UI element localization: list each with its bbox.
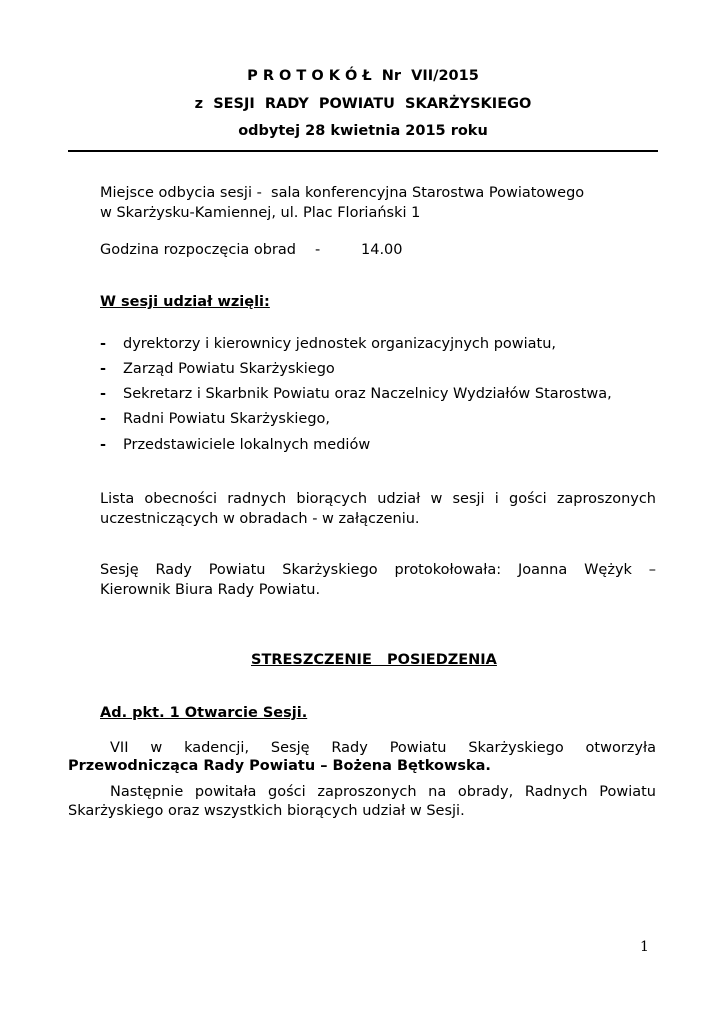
minutes-taker-line-2: Kierownik Biura Rady Powiatu. [100, 582, 321, 598]
list-bullet: - [100, 386, 107, 402]
start-time-value: 14.00 [361, 242, 403, 258]
venue-line-1: Miejsce odbycia sesji - sala konferencyjna Starostwa Powiatowego [100, 185, 585, 201]
attendance-line-1: Lista obecności radnych biorących udział w sesji i gości zaproszonych [100, 491, 656, 507]
item-1-heading: Ad. pkt. 1 Otwarcie Sesji. [100, 705, 308, 721]
participants-heading: W sesji udział wzięli: [100, 294, 270, 310]
chairperson-name: Przewodnicząca Rady Powiatu – Bożena Bętkowska. [68, 758, 491, 774]
list-item: Sekretarz i Skarbnik Powiatu oraz Naczelnicy Wydziałów Starostwa, [123, 386, 612, 402]
list-bullet: - [100, 437, 107, 453]
list-item: dyrektorzy i kierownicy jednostek organizacyjnych powiatu, [123, 336, 557, 352]
item-1-paragraph-2-line-2: Skarżyskiego oraz wszystkich biorących udział w Sesji. [68, 803, 465, 819]
venue-line-2: w Skarżysku-Kamiennej, ul. Plac Floriański 1 [100, 205, 421, 221]
protocol-subtitle: z SESJI RADY POWIATU SKARŻYSKIEGO [194, 96, 532, 112]
list-item: Zarząd Powiatu Skarżyskiego [123, 361, 335, 377]
item-1-paragraph-2-line-1: Następnie powitała gości zaproszonych na obrady, Radnych Powiatu [110, 784, 656, 800]
attendance-line-2: uczestniczących w obradach - w załączeniu. [100, 511, 420, 527]
minutes-taker-line-1: Sesję Rady Powiatu Skarżyskiego protokołowała: Joanna Wężyk – [100, 562, 656, 578]
page-number: 1 [640, 939, 649, 955]
header-divider [68, 150, 658, 152]
summary-heading: STRESZCZENIE POSIEDZENIA [251, 652, 497, 668]
list-bullet: - [100, 411, 107, 427]
list-item: Radni Powiatu Skarżyskiego, [123, 411, 331, 427]
list-bullet: - [100, 336, 107, 352]
start-time-dash: - [315, 242, 321, 258]
protocol-date: odbytej 28 kwietnia 2015 roku [238, 123, 488, 139]
list-item: Przedstawiciele lokalnych mediów [123, 437, 371, 453]
item-1-paragraph-1-line-1: VII w kadencji, Sesję Rady Powiatu Skarżyskiego otworzyła [110, 740, 656, 756]
start-time-label: Godzina rozpoczęcia obrad [100, 242, 296, 258]
protocol-title: P R O T O K Ó Ł Nr VII/2015 [247, 68, 479, 84]
list-bullet: - [100, 361, 107, 377]
